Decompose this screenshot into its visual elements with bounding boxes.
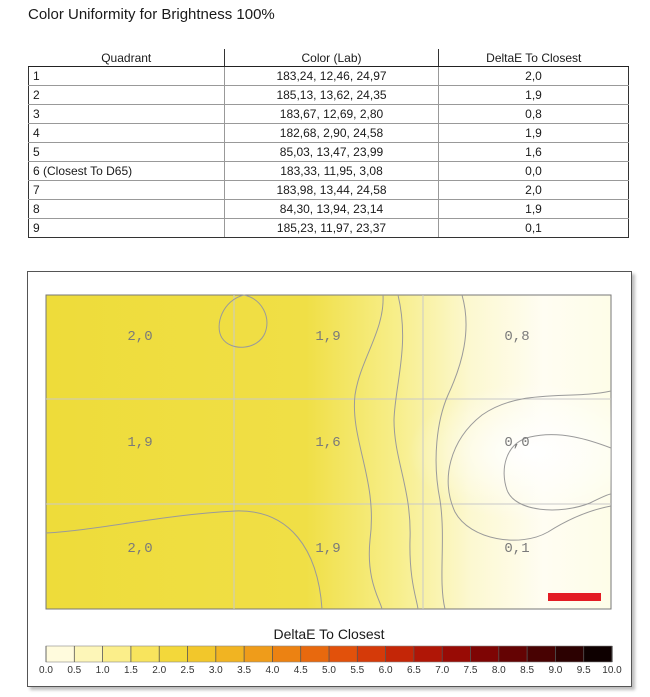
colorbar — [39, 646, 622, 676]
colorbar-tick-label: 5.0 — [322, 665, 336, 676]
cell-quadrant: 6 (Closest To D65) — [29, 162, 225, 181]
cell-deltae: 1,9 — [439, 200, 629, 219]
cell-quadrant: 8 — [29, 200, 225, 219]
colorbar-tick-label: 6.5 — [406, 665, 421, 676]
cell-label-r3c1: 2,0 — [127, 541, 153, 557]
colorbar-tick-label: 8.0 — [491, 665, 506, 676]
cell-label-r1c2: 1,9 — [315, 329, 341, 345]
colorbar-segment — [386, 646, 415, 662]
cell-label-r2c1: 1,9 — [127, 435, 153, 451]
cell-deltae: 2,0 — [439, 67, 629, 86]
colorbar-tick-label: 7.0 — [435, 665, 450, 676]
cell-quadrant: 5 — [29, 143, 225, 162]
cell-color-lab: 185,23, 11,97, 23,37 — [225, 219, 439, 238]
colorbar-tick-label: 2.0 — [152, 665, 167, 676]
colorbar-segment — [329, 646, 358, 662]
colorbar-tick-label: 5.5 — [350, 665, 365, 676]
cell-color-lab: 84,30, 13,94, 23,14 — [225, 200, 439, 219]
colorbar-segment — [584, 646, 613, 662]
colorbar-segment — [131, 646, 160, 662]
cell-label-r1c3: 0,8 — [504, 329, 530, 345]
cell-deltae: 0,1 — [439, 219, 629, 238]
cell-color-lab: 183,67, 12,69, 2,80 — [225, 105, 439, 124]
colorbar-segment — [442, 646, 471, 662]
cell-color-lab: 85,03, 13,47, 23,99 — [225, 143, 439, 162]
colorbar-segment — [188, 646, 217, 662]
colorbar-segment — [414, 646, 443, 662]
red-marker — [548, 593, 601, 601]
cell-deltae: 0,0 — [439, 162, 629, 181]
cell-color-lab: 185,13, 13,62, 24,35 — [225, 86, 439, 105]
colorbar-segment — [74, 646, 103, 662]
colorbar-tick-label: 1.5 — [123, 665, 138, 676]
colorbar-segment — [103, 646, 132, 662]
colorbar-title: DeltaE To Closest — [273, 626, 385, 642]
colorbar-segment — [527, 646, 556, 662]
colorbar-tick-label: 8.5 — [520, 665, 535, 676]
cell-color-lab: 182,68, 2,90, 24,58 — [225, 124, 439, 143]
cell-label-r2c2: 1,6 — [315, 435, 341, 451]
page-title: Color Uniformity for Brightness 100% — [28, 6, 275, 23]
cell-label-r3c3: 0,1 — [504, 541, 530, 557]
header-deltae: DeltaE To Closest — [439, 49, 629, 67]
colorbar-segment — [499, 646, 528, 662]
header-color-lab: Color (Lab) — [225, 49, 439, 67]
cell-color-lab: 183,24, 12,46, 24,97 — [225, 67, 439, 86]
header-quadrant: Quadrant — [29, 49, 225, 67]
colorbar-tick-label: 3.0 — [208, 665, 223, 676]
colorbar-tick-label: 0.5 — [67, 665, 82, 676]
colorbar-tick-label: 3.5 — [237, 665, 252, 676]
colorbar-segment — [216, 646, 245, 662]
cell-label-r1c1: 2,0 — [127, 329, 153, 345]
cell-quadrant: 7 — [29, 181, 225, 200]
cell-label-r2c3: 0,0 — [504, 435, 530, 451]
colorbar-segment — [244, 646, 273, 662]
cell-quadrant: 1 — [29, 67, 225, 86]
colorbar-segment — [46, 646, 75, 662]
cell-label-r3c2: 1,9 — [315, 541, 341, 557]
cell-deltae: 1,9 — [439, 86, 629, 105]
colorbar-segment — [555, 646, 584, 662]
cell-quadrant: 9 — [29, 219, 225, 238]
cell-deltae: 1,9 — [439, 124, 629, 143]
colorbar-tick-label: 2.5 — [180, 665, 195, 676]
colorbar-segment — [357, 646, 386, 662]
cell-color-lab: 183,98, 13,44, 24,58 — [225, 181, 439, 200]
colorbar-tick-label: 6.0 — [378, 665, 393, 676]
cell-quadrant: 3 — [29, 105, 225, 124]
colorbar-tick-label: 10.0 — [602, 665, 622, 676]
colorbar-segment — [272, 646, 301, 662]
cell-deltae: 0,8 — [439, 105, 629, 124]
cell-color-lab: 183,33, 11,95, 3,08 — [225, 162, 439, 181]
colorbar-tick-label: 4.5 — [293, 665, 308, 676]
colorbar-segment — [159, 646, 188, 662]
colorbar-tick-label: 0.0 — [39, 665, 53, 676]
cell-deltae: 1,6 — [439, 143, 629, 162]
colorbar-segment — [471, 646, 500, 662]
cell-quadrant: 2 — [29, 86, 225, 105]
colorbar-segment — [301, 646, 330, 662]
colorbar-tick-label: 4.0 — [265, 665, 280, 676]
cell-deltae: 2,0 — [439, 181, 629, 200]
colorbar-tick-label: 1.0 — [95, 665, 110, 676]
cell-quadrant: 4 — [29, 124, 225, 143]
colorbar-tick-label: 7.5 — [463, 665, 478, 676]
colorbar-tick-label: 9.0 — [548, 665, 563, 676]
colorbar-tick-label: 9.5 — [576, 665, 591, 676]
